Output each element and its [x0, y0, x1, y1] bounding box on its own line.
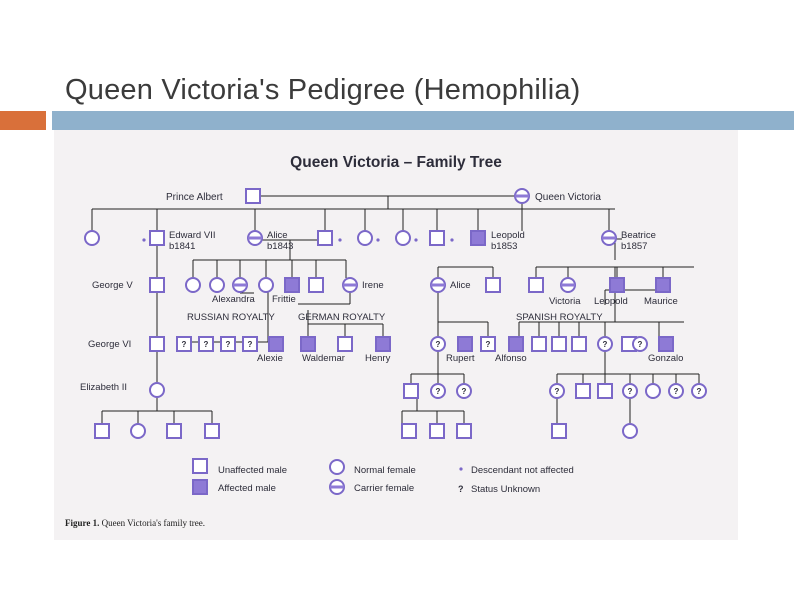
alfonso-symbol — [509, 337, 523, 351]
alice-gen3-symbol — [431, 278, 445, 292]
tree-heading: Queen Victoria – Family Tree — [290, 154, 502, 171]
status-unknown-symbol — [692, 384, 706, 398]
unknown-mark: ? — [247, 340, 253, 349]
normal-female-symbol — [259, 278, 273, 292]
label-leopold: Leopold — [491, 230, 525, 241]
legend-unaffected-male-label: Unaffected male — [218, 465, 288, 476]
label-waldemar: Waldemar — [302, 353, 345, 364]
label-edward-birth: b1841 — [169, 241, 196, 252]
descendant-dot — [142, 238, 145, 241]
normal-female-symbol — [131, 424, 145, 438]
unknown-mark: ? — [485, 340, 491, 349]
unknown-mark: ? — [696, 387, 702, 396]
unaffected-male-symbol — [552, 337, 566, 351]
descendant-dot — [450, 238, 453, 241]
label-alice-birth: b1843 — [267, 241, 294, 252]
unaffected-male-symbol — [205, 424, 219, 438]
label-alfonso: Alfonso — [495, 353, 527, 364]
unaffected-male-symbol — [576, 384, 590, 398]
waldemar-symbol — [301, 337, 315, 351]
descendant-dot — [376, 238, 379, 241]
normal-female-symbol — [623, 424, 637, 438]
unaffected-male-symbol — [430, 231, 444, 245]
prince-albert-symbol — [246, 189, 260, 203]
label-queen-victoria: Queen Victoria — [535, 192, 601, 203]
accent-bar-blue — [52, 111, 794, 130]
label-rupert: Rupert — [446, 353, 475, 364]
irene-symbol — [343, 278, 357, 292]
unknown-mark: ? — [435, 387, 441, 396]
unaffected-male-symbol — [572, 337, 586, 351]
label-leopold-birth: b1853 — [491, 241, 518, 252]
label-beatrice-birth: b1857 — [621, 241, 648, 252]
unaffected-male-symbol — [338, 337, 352, 351]
label-irene: Irene — [362, 280, 384, 291]
unaffected-male-symbol — [402, 424, 416, 438]
unaffected-male-symbol — [552, 424, 566, 438]
legend-status-unknown-label: Status Unknown — [471, 484, 541, 495]
normal-female-symbol — [85, 231, 99, 245]
maurice-symbol — [656, 278, 670, 292]
label-leopold-gen3: Leopold — [594, 296, 628, 307]
status-unknown-symbol — [598, 337, 612, 351]
label-victoria: Victoria — [549, 296, 581, 307]
unknown-mark: ? — [203, 340, 209, 349]
alexandra-symbol — [233, 278, 247, 292]
label-spanish-royalty: SPANISH ROYALTY — [516, 312, 603, 323]
label-beatrice: Beatrice — [621, 230, 656, 241]
label-alexandra: Alexandra — [212, 294, 255, 305]
normal-female-symbol — [186, 278, 200, 292]
normal-female-symbol — [646, 384, 660, 398]
queen-victoria-symbol — [515, 189, 529, 203]
status-unknown-symbol — [457, 384, 471, 398]
label-george-vi: George VI — [88, 339, 132, 350]
beatrice-symbol — [602, 231, 616, 245]
legend-affected-male-symbol — [193, 480, 207, 494]
legend-unknown-mark: ? — [458, 484, 464, 494]
descendant-dot — [414, 238, 417, 241]
unaffected-male-symbol — [598, 384, 612, 398]
status-unknown-symbol — [633, 337, 647, 351]
unknown-mark: ? — [627, 387, 633, 396]
unknown-mark: ? — [435, 340, 441, 349]
status-unknown-symbol — [221, 337, 235, 351]
gonzalo-symbol — [659, 337, 673, 351]
leopold-gen3-symbol — [610, 278, 624, 292]
normal-female-symbol — [210, 278, 224, 292]
legend-descendant-label: Descendant not affected — [471, 465, 574, 476]
label-frittie: Frittie — [272, 294, 296, 305]
pedigree-figure — [54, 130, 738, 540]
alexie-symbol — [269, 337, 283, 351]
family-tree-diagram — [54, 130, 738, 540]
status-unknown-symbol — [623, 384, 637, 398]
elizabeth-ii-symbol — [150, 383, 164, 397]
label-maurice: Maurice — [644, 296, 678, 307]
label-german-royalty: GERMAN ROYALTY — [298, 312, 386, 323]
label-alice: Alice — [267, 230, 288, 241]
figure-caption — [65, 518, 205, 528]
edward-vii-symbol — [150, 231, 164, 245]
alice-symbol — [248, 231, 262, 245]
unaffected-male-symbol — [404, 384, 418, 398]
frittie-symbol — [285, 278, 299, 292]
legend-unaffected-male-symbol — [193, 459, 207, 473]
henry-symbol — [376, 337, 390, 351]
normal-female-symbol — [396, 231, 410, 245]
unknown-mark: ? — [637, 340, 643, 349]
unaffected-male-symbol — [430, 424, 444, 438]
status-unknown-symbol — [431, 337, 445, 351]
unknown-mark: ? — [181, 340, 187, 349]
unknown-mark: ? — [602, 340, 608, 349]
unaffected-male-symbol — [486, 278, 500, 292]
descendant-dot — [338, 238, 341, 241]
normal-female-symbol — [358, 231, 372, 245]
unaffected-male-symbol — [457, 424, 471, 438]
unaffected-male-symbol — [309, 278, 323, 292]
unaffected-male-symbol — [532, 337, 546, 351]
status-unknown-symbol — [431, 384, 445, 398]
leopold-symbol — [471, 231, 485, 245]
victoria-symbol — [561, 278, 575, 292]
slide-title: Queen Victoria's Pedigree (Hemophilia) — [65, 74, 581, 106]
label-alice-gen3: Alice — [450, 280, 471, 291]
label-alexie: Alexie — [257, 353, 283, 364]
label-george-v: George V — [92, 280, 133, 291]
unaffected-male-symbol — [167, 424, 181, 438]
unknown-mark: ? — [673, 387, 679, 396]
status-unknown-symbol — [481, 337, 495, 351]
label-gonzalo: Gonzalo — [648, 353, 684, 364]
legend-affected-male-label: Affected male — [218, 483, 276, 494]
legend-carrier-female-symbol — [330, 480, 344, 494]
unknown-mark: ? — [461, 387, 467, 396]
label-henry: Henry — [365, 353, 391, 364]
caption-text: Queen Victoria's family tree. — [101, 518, 205, 528]
status-unknown-symbol — [199, 337, 213, 351]
status-unknown-symbol — [550, 384, 564, 398]
label-edward-vii: Edward VII — [169, 230, 216, 241]
accent-bar-orange — [0, 111, 46, 130]
unaffected-male-symbol — [95, 424, 109, 438]
unknown-mark: ? — [554, 387, 560, 396]
george-v-symbol — [150, 278, 164, 292]
label-russian-royalty: RUSSIAN ROYALTY — [187, 312, 275, 323]
rupert-symbol — [458, 337, 472, 351]
george-vi-symbol — [150, 337, 164, 351]
status-unknown-symbol — [177, 337, 191, 351]
descendant-dot — [459, 467, 462, 470]
unaffected-male-symbol — [529, 278, 543, 292]
unknown-mark: ? — [225, 340, 231, 349]
caption-label: Figure 1. — [65, 518, 100, 528]
legend-normal-female-label: Normal female — [354, 465, 416, 476]
status-unknown-symbol — [669, 384, 683, 398]
label-prince-albert: Prince Albert — [166, 192, 223, 203]
unaffected-male-symbol — [318, 231, 332, 245]
label-elizabeth-ii: Elizabeth II — [80, 382, 127, 393]
legend-normal-female-symbol — [330, 460, 344, 474]
legend-carrier-female-label: Carrier female — [354, 483, 415, 494]
status-unknown-symbol — [243, 337, 257, 351]
